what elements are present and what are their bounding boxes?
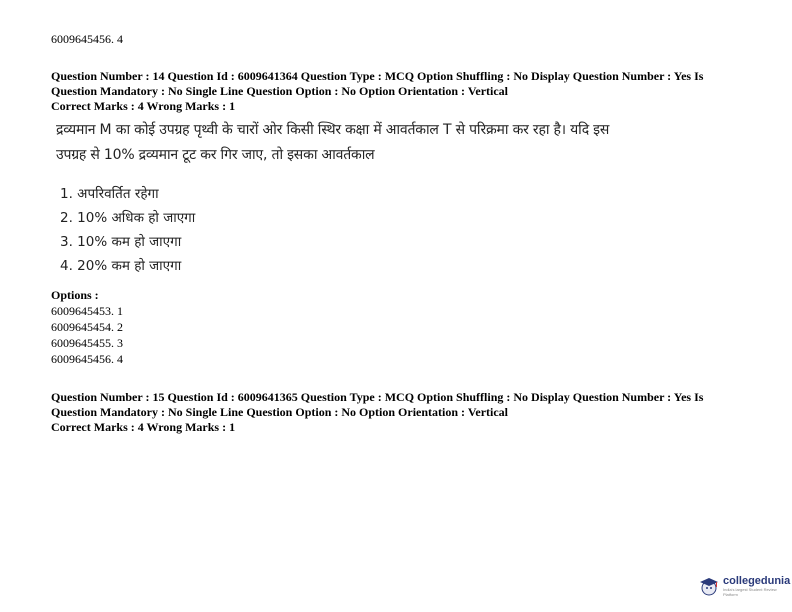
q14-choice-2: 2. 10% अधिक हो जाएगा: [60, 210, 196, 226]
q14-question-line-1: द्रव्यमान M का कोई उपग्रह पृथ्वी के चारों ओर किसी स्थिर कक्षा में आवर्तकाल T से परिक्रमा कर रहा है। यदि इस: [56, 122, 610, 138]
options-label: Options :: [51, 288, 99, 302]
q15-header-line-1: Question Number : 15 Question Id : 6009641365 Question Type : MCQ Option Shuffling : No Display Question Number : Yes Is: [51, 390, 704, 404]
q14-choice-3: 3. 10% कम हो जाएगा: [60, 234, 182, 250]
option-id-1: 6009645453. 1: [51, 304, 123, 318]
previous-option-line: 6009645456. 4: [51, 32, 123, 46]
graduation-cap-logo-icon: [698, 575, 720, 597]
q14-header-line-1: Question Number : 14 Question Id : 6009641364 Question Type : MCQ Option Shuffling : No Display Question Number : Yes Is: [51, 69, 704, 83]
collegedunia-logo: [698, 575, 792, 597]
q14-question-line-2: उपग्रह से 10% द्रव्यमान टूट कर गिर जाए, तो इसका आवर्तकाल: [56, 147, 375, 163]
option-id-3: 6009645455. 3: [51, 336, 123, 350]
q14-choice-1: 1. अपरिवर्तित रहेगा: [60, 186, 159, 202]
q14-header-line-2: Question Mandatory : No Single Line Question Option : No Option Orientation : Vertical: [51, 84, 509, 98]
q14-marks: Correct Marks : 4 Wrong Marks : 1: [51, 99, 236, 113]
option-id-4: 6009645456. 4: [51, 352, 123, 366]
logo-name: collegedunia: [723, 575, 791, 587]
q14-choice-4: 4. 20% कम हो जाएगा: [60, 258, 182, 274]
option-id-2: 6009645454. 2: [51, 320, 123, 334]
q15-header-line-2: Question Mandatory : No Single Line Question Option : No Option Orientation : Vertical: [51, 405, 509, 419]
q15-marks: Correct Marks : 4 Wrong Marks : 1: [51, 420, 236, 434]
logo-tagline: India's largest Student Review Platform: [723, 587, 777, 597]
